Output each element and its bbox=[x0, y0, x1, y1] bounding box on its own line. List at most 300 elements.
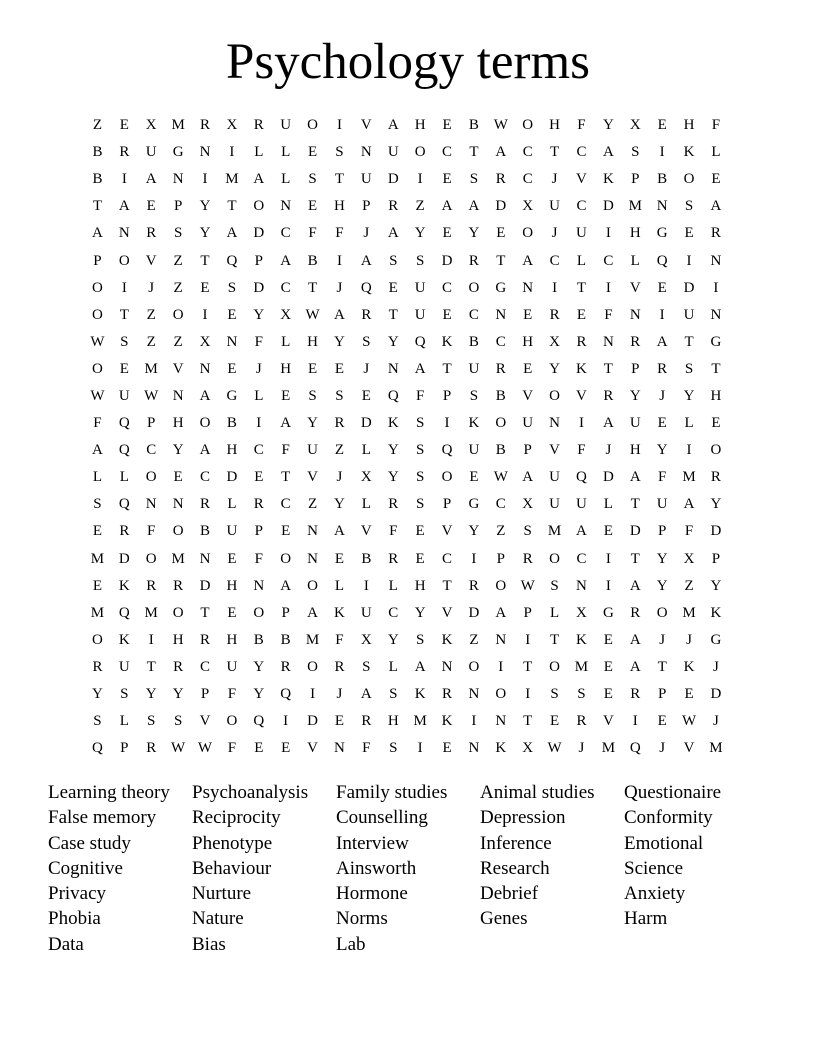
grid-letter[interactable]: Z bbox=[684, 577, 694, 594]
grid-letter[interactable]: R bbox=[388, 550, 399, 567]
grid-letter[interactable]: H bbox=[226, 442, 238, 459]
grid-letter[interactable]: T bbox=[603, 360, 613, 377]
grid-letter[interactable]: S bbox=[362, 333, 371, 350]
grid-letter[interactable]: U bbox=[656, 496, 668, 513]
grid-letter[interactable]: A bbox=[602, 144, 614, 161]
grid-letter[interactable]: C bbox=[280, 496, 291, 513]
grid-letter[interactable]: S bbox=[389, 740, 398, 757]
grid-letter[interactable]: H bbox=[710, 387, 722, 404]
grid-letter[interactable]: B bbox=[226, 415, 237, 432]
grid-letter[interactable]: V bbox=[522, 387, 534, 404]
grid-letter[interactable]: P bbox=[523, 604, 532, 621]
grid-letter[interactable]: C bbox=[442, 279, 453, 296]
grid-letter[interactable]: F bbox=[604, 306, 613, 323]
grid-letter[interactable]: N bbox=[253, 577, 265, 594]
grid-letter[interactable]: E bbox=[657, 713, 667, 730]
grid-letter[interactable]: T bbox=[550, 144, 560, 161]
grid-letter[interactable]: Q bbox=[253, 713, 265, 730]
grid-letter[interactable]: T bbox=[442, 577, 452, 594]
grid-letter[interactable]: P bbox=[120, 740, 129, 757]
grid-letter[interactable]: D bbox=[253, 279, 265, 296]
grid-letter[interactable]: H bbox=[172, 415, 184, 432]
grid-letter[interactable]: S bbox=[415, 415, 425, 432]
grid-letter[interactable]: E bbox=[227, 550, 237, 567]
grid-letter[interactable]: A bbox=[360, 686, 372, 703]
grid-letter[interactable]: E bbox=[227, 604, 237, 621]
grid-letter[interactable]: L bbox=[281, 144, 291, 161]
grid-letter[interactable]: K bbox=[441, 333, 453, 350]
grid-letter[interactable]: N bbox=[468, 740, 480, 757]
grid-letter[interactable]: T bbox=[523, 713, 533, 730]
grid-letter[interactable]: M bbox=[709, 740, 723, 757]
grid-letter[interactable]: V bbox=[629, 279, 641, 296]
grid-letter[interactable]: O bbox=[710, 442, 722, 459]
grid-letter[interactable]: Y bbox=[92, 686, 103, 703]
grid-letter[interactable]: V bbox=[683, 740, 695, 757]
grid-letter[interactable]: F bbox=[308, 225, 317, 242]
grid-letter[interactable]: W bbox=[144, 387, 159, 404]
grid-letter[interactable]: E bbox=[334, 550, 345, 567]
grid-letter[interactable]: T bbox=[200, 252, 210, 269]
grid-letter[interactable]: N bbox=[199, 550, 211, 567]
grid-letter[interactable]: U bbox=[118, 658, 130, 675]
grid-letter[interactable]: I bbox=[310, 686, 316, 703]
grid-letter[interactable]: M bbox=[90, 604, 105, 621]
grid-letter[interactable]: O bbox=[495, 686, 507, 703]
grid-letter[interactable]: U bbox=[387, 144, 399, 161]
grid-letter[interactable]: T bbox=[334, 171, 345, 188]
grid-letter[interactable]: C bbox=[388, 604, 399, 621]
grid-letter[interactable]: S bbox=[147, 713, 156, 730]
grid-letter[interactable]: O bbox=[683, 171, 695, 188]
grid-letter[interactable]: A bbox=[280, 252, 292, 269]
grid-letter[interactable]: U bbox=[683, 306, 695, 323]
grid-letter[interactable]: E bbox=[711, 415, 721, 432]
grid-letter[interactable]: A bbox=[629, 469, 641, 486]
grid-letter[interactable]: F bbox=[684, 523, 694, 540]
grid-letter[interactable]: V bbox=[602, 713, 614, 730]
grid-letter[interactable]: S bbox=[550, 686, 559, 703]
grid-letter[interactable]: J bbox=[255, 360, 262, 377]
grid-letter[interactable]: F bbox=[335, 631, 344, 648]
grid-letter[interactable]: R bbox=[630, 686, 641, 703]
grid-letter[interactable]: N bbox=[710, 306, 722, 323]
grid-letter[interactable]: F bbox=[147, 523, 156, 540]
grid-letter[interactable]: E bbox=[227, 306, 237, 323]
grid-letter[interactable]: I bbox=[632, 713, 638, 730]
grid-letter[interactable]: D bbox=[199, 577, 211, 594]
grid-letter[interactable]: Z bbox=[146, 306, 156, 323]
grid-letter[interactable]: K bbox=[602, 171, 614, 188]
grid-letter[interactable]: O bbox=[522, 117, 534, 134]
grid-letter[interactable]: C bbox=[442, 550, 453, 567]
grid-letter[interactable]: Y bbox=[172, 442, 184, 459]
grid-letter[interactable]: E bbox=[388, 279, 398, 296]
grid-letter[interactable]: L bbox=[711, 144, 721, 161]
grid-letter[interactable]: I bbox=[552, 279, 558, 296]
grid-letter[interactable]: J bbox=[659, 631, 666, 648]
grid-letter[interactable]: Y bbox=[656, 442, 668, 459]
grid-letter[interactable]: Y bbox=[334, 333, 345, 350]
grid-letter[interactable]: K bbox=[495, 740, 507, 757]
grid-letter[interactable]: S bbox=[469, 387, 479, 404]
grid-letter[interactable]: M bbox=[305, 631, 320, 648]
grid-letter[interactable]: R bbox=[200, 631, 211, 648]
grid-letter[interactable]: F bbox=[254, 333, 263, 350]
grid-letter[interactable]: F bbox=[362, 740, 371, 757]
grid-letter[interactable]: A bbox=[495, 604, 507, 621]
grid-letter[interactable]: S bbox=[173, 225, 183, 242]
grid-letter[interactable]: M bbox=[547, 523, 562, 540]
grid-letter[interactable]: K bbox=[441, 713, 453, 730]
grid-letter[interactable]: R bbox=[576, 713, 587, 730]
grid-letter[interactable]: E bbox=[523, 306, 533, 323]
grid-letter[interactable]: Y bbox=[199, 225, 211, 242]
grid-letter[interactable]: U bbox=[145, 144, 157, 161]
grid-letter[interactable]: T bbox=[200, 604, 210, 621]
grid-letter[interactable]: N bbox=[360, 144, 372, 161]
grid-letter[interactable]: T bbox=[146, 658, 156, 675]
grid-letter[interactable]: O bbox=[226, 713, 238, 730]
grid-letter[interactable]: X bbox=[549, 333, 560, 350]
grid-letter[interactable]: E bbox=[657, 279, 667, 296]
grid-letter[interactable]: B bbox=[495, 387, 506, 404]
grid-letter[interactable]: A bbox=[334, 523, 345, 540]
grid-letter[interactable]: E bbox=[92, 523, 103, 540]
grid-letter[interactable]: X bbox=[145, 117, 157, 134]
grid-letter[interactable]: E bbox=[657, 117, 667, 134]
grid-letter[interactable]: X bbox=[522, 496, 534, 513]
grid-letter[interactable]: V bbox=[576, 171, 587, 188]
grid-letter[interactable]: A bbox=[387, 225, 399, 242]
grid-letter[interactable]: U bbox=[576, 496, 587, 513]
grid-letter[interactable]: Z bbox=[307, 496, 318, 513]
grid-letter[interactable]: Q bbox=[92, 740, 103, 757]
grid-letter[interactable]: B bbox=[657, 171, 668, 188]
grid-letter[interactable]: U bbox=[576, 225, 587, 242]
grid-letter[interactable]: E bbox=[254, 469, 264, 486]
grid-letter[interactable]: A bbox=[387, 117, 399, 134]
grid-letter[interactable]: N bbox=[495, 713, 507, 730]
grid-letter[interactable]: K bbox=[683, 144, 695, 161]
grid-letter[interactable]: O bbox=[307, 117, 318, 134]
grid-letter[interactable]: E bbox=[119, 117, 129, 134]
grid-letter[interactable]: P bbox=[496, 550, 505, 567]
grid-letter[interactable]: O bbox=[172, 604, 184, 621]
grid-letter[interactable]: H bbox=[549, 117, 560, 134]
grid-letter[interactable]: Y bbox=[145, 686, 157, 703]
grid-letter[interactable]: N bbox=[522, 279, 534, 296]
grid-letter[interactable]: R bbox=[173, 577, 184, 594]
grid-letter[interactable]: N bbox=[576, 577, 587, 594]
grid-letter[interactable]: B bbox=[92, 144, 103, 161]
grid-letter[interactable]: Z bbox=[173, 252, 183, 269]
grid-letter[interactable]: P bbox=[147, 415, 156, 432]
grid-letter[interactable]: K bbox=[576, 631, 587, 648]
grid-letter[interactable]: E bbox=[442, 306, 452, 323]
grid-letter[interactable]: E bbox=[442, 740, 452, 757]
grid-letter[interactable]: B bbox=[361, 550, 372, 567]
grid-letter[interactable]: F bbox=[227, 686, 237, 703]
grid-letter[interactable]: L bbox=[119, 713, 129, 730]
grid-letter[interactable]: X bbox=[280, 306, 292, 323]
grid-letter[interactable]: V bbox=[360, 117, 372, 134]
grid-letter[interactable]: E bbox=[711, 171, 721, 188]
grid-letter[interactable]: B bbox=[92, 171, 103, 188]
grid-letter[interactable]: E bbox=[146, 198, 156, 215]
grid-letter[interactable]: S bbox=[415, 631, 425, 648]
grid-letter[interactable]: E bbox=[603, 523, 613, 540]
grid-letter[interactable]: C bbox=[146, 442, 157, 459]
grid-letter[interactable]: L bbox=[388, 577, 398, 594]
grid-letter[interactable]: N bbox=[629, 306, 641, 323]
grid-letter[interactable]: I bbox=[471, 713, 477, 730]
grid-letter[interactable]: I bbox=[686, 252, 692, 269]
grid-letter[interactable]: E bbox=[550, 713, 560, 730]
grid-letter[interactable]: A bbox=[414, 360, 426, 377]
grid-letter[interactable]: F bbox=[93, 415, 102, 432]
grid-letter[interactable]: M bbox=[90, 550, 105, 567]
grid-letter[interactable]: Q bbox=[118, 604, 130, 621]
grid-letter[interactable]: O bbox=[172, 306, 184, 323]
grid-letter[interactable]: U bbox=[629, 415, 641, 432]
grid-letter[interactable]: E bbox=[684, 225, 694, 242]
grid-letter[interactable]: I bbox=[363, 577, 369, 594]
grid-letter[interactable]: I bbox=[336, 252, 342, 269]
grid-letter[interactable]: Y bbox=[387, 469, 399, 486]
grid-letter[interactable]: P bbox=[93, 252, 102, 269]
grid-letter[interactable]: J bbox=[713, 713, 719, 730]
grid-letter[interactable]: R bbox=[710, 469, 721, 486]
grid-letter[interactable]: Q bbox=[280, 686, 292, 703]
grid-letter[interactable]: A bbox=[199, 387, 211, 404]
grid-letter[interactable]: D bbox=[683, 279, 695, 296]
grid-letter[interactable]: Y bbox=[602, 117, 614, 134]
grid-letter[interactable]: Q bbox=[576, 469, 587, 486]
grid-letter[interactable]: J bbox=[713, 658, 719, 675]
grid-letter[interactable]: R bbox=[173, 658, 184, 675]
grid-letter[interactable]: V bbox=[307, 740, 318, 757]
grid-letter[interactable]: J bbox=[551, 171, 558, 188]
grid-letter[interactable]: L bbox=[388, 658, 398, 675]
grid-letter[interactable]: S bbox=[684, 360, 694, 377]
grid-letter[interactable]: E bbox=[442, 225, 452, 242]
grid-letter[interactable]: N bbox=[387, 360, 399, 377]
grid-letter[interactable]: E bbox=[684, 686, 694, 703]
grid-letter[interactable]: Y bbox=[656, 550, 668, 567]
grid-letter[interactable]: I bbox=[659, 144, 665, 161]
grid-letter[interactable]: H bbox=[629, 442, 641, 459]
grid-letter[interactable]: A bbox=[199, 442, 211, 459]
grid-letter[interactable]: H bbox=[387, 713, 399, 730]
grid-letter[interactable]: W bbox=[547, 740, 562, 757]
grid-letter[interactable]: N bbox=[495, 306, 507, 323]
grid-letter[interactable]: E bbox=[334, 713, 345, 730]
grid-letter[interactable]: G bbox=[468, 496, 480, 513]
grid-letter[interactable]: R bbox=[361, 713, 372, 730]
grid-letter[interactable]: Z bbox=[173, 333, 183, 350]
grid-letter[interactable]: I bbox=[605, 577, 611, 594]
grid-letter[interactable]: U bbox=[549, 496, 560, 513]
grid-letter[interactable]: O bbox=[253, 604, 265, 621]
grid-letter[interactable]: O bbox=[92, 360, 103, 377]
grid-letter[interactable]: N bbox=[307, 550, 318, 567]
grid-letter[interactable]: L bbox=[361, 496, 371, 513]
grid-letter[interactable]: L bbox=[334, 577, 345, 594]
grid-letter[interactable]: E bbox=[307, 144, 318, 161]
grid-letter[interactable]: M bbox=[682, 469, 696, 486]
grid-letter[interactable]: E bbox=[469, 469, 479, 486]
grid-letter[interactable]: K bbox=[387, 415, 399, 432]
grid-letter[interactable]: X bbox=[522, 198, 534, 215]
grid-letter[interactable]: A bbox=[629, 577, 641, 594]
grid-letter[interactable]: O bbox=[656, 604, 668, 621]
grid-letter[interactable]: G bbox=[495, 279, 507, 296]
grid-letter[interactable]: E bbox=[603, 658, 613, 675]
grid-letter[interactable]: M bbox=[413, 713, 427, 730]
grid-letter[interactable]: A bbox=[92, 225, 103, 242]
grid-letter[interactable]: I bbox=[444, 415, 450, 432]
grid-letter[interactable]: M bbox=[682, 604, 696, 621]
grid-letter[interactable]: O bbox=[495, 415, 507, 432]
grid-letter[interactable]: H bbox=[414, 117, 426, 134]
grid-letter[interactable]: N bbox=[495, 631, 507, 648]
grid-letter[interactable]: S bbox=[335, 144, 344, 161]
grid-letter[interactable]: G bbox=[602, 604, 614, 621]
grid-letter[interactable]: Y bbox=[468, 225, 480, 242]
grid-letter[interactable]: A bbox=[522, 252, 534, 269]
grid-letter[interactable]: R bbox=[388, 496, 399, 513]
grid-letter[interactable]: M bbox=[225, 171, 239, 188]
grid-letter[interactable]: O bbox=[468, 279, 480, 296]
grid-letter[interactable]: Y bbox=[656, 577, 668, 594]
grid-letter[interactable]: E bbox=[442, 171, 452, 188]
grid-letter[interactable]: S bbox=[389, 686, 398, 703]
grid-letter[interactable]: O bbox=[253, 198, 265, 215]
grid-letter[interactable]: N bbox=[172, 496, 184, 513]
grid-letter[interactable]: P bbox=[200, 686, 210, 703]
grid-letter[interactable]: A bbox=[145, 171, 157, 188]
grid-letter[interactable]: M bbox=[144, 604, 158, 621]
grid-letter[interactable]: C bbox=[522, 171, 533, 188]
grid-letter[interactable]: A bbox=[656, 333, 668, 350]
grid-letter[interactable]: N bbox=[334, 740, 345, 757]
grid-letter[interactable]: I bbox=[283, 713, 289, 730]
grid-letter[interactable]: P bbox=[173, 198, 183, 215]
grid-letter[interactable]: K bbox=[683, 658, 695, 675]
grid-letter[interactable]: O bbox=[92, 631, 103, 648]
grid-letter[interactable]: K bbox=[441, 631, 453, 648]
grid-letter[interactable]: N bbox=[172, 171, 184, 188]
grid-letter[interactable]: S bbox=[415, 496, 425, 513]
grid-letter[interactable]: X bbox=[226, 117, 238, 134]
grid-letter[interactable]: I bbox=[605, 279, 611, 296]
grid-letter[interactable]: R bbox=[280, 658, 291, 675]
grid-letter[interactable]: A bbox=[441, 198, 453, 215]
grid-letter[interactable]: J bbox=[578, 740, 585, 757]
grid-letter[interactable]: F bbox=[577, 442, 586, 459]
grid-letter[interactable]: U bbox=[549, 198, 560, 215]
grid-letter[interactable]: R bbox=[495, 360, 506, 377]
grid-letter[interactable]: D bbox=[118, 550, 130, 567]
grid-letter[interactable]: V bbox=[360, 523, 372, 540]
grid-letter[interactable]: B bbox=[200, 523, 211, 540]
grid-letter[interactable]: H bbox=[414, 577, 426, 594]
grid-letter[interactable]: X bbox=[576, 604, 587, 621]
grid-letter[interactable]: M bbox=[574, 658, 589, 675]
grid-letter[interactable]: I bbox=[686, 442, 692, 459]
grid-letter[interactable]: N bbox=[468, 686, 480, 703]
grid-letter[interactable]: P bbox=[631, 360, 640, 377]
grid-letter[interactable]: A bbox=[710, 198, 722, 215]
grid-letter[interactable]: T bbox=[496, 252, 506, 269]
grid-letter[interactable]: S bbox=[227, 279, 237, 296]
grid-letter[interactable]: M bbox=[144, 360, 158, 377]
grid-letter[interactable]: T bbox=[469, 144, 479, 161]
grid-letter[interactable]: U bbox=[118, 387, 130, 404]
grid-letter[interactable]: Y bbox=[549, 360, 560, 377]
grid-letter[interactable]: D bbox=[602, 198, 614, 215]
grid-letter[interactable]: C bbox=[576, 198, 587, 215]
grid-letter[interactable]: A bbox=[92, 442, 103, 459]
grid-letter[interactable]: K bbox=[576, 360, 587, 377]
grid-letter[interactable]: J bbox=[336, 469, 343, 486]
grid-letter[interactable]: Y bbox=[414, 225, 426, 242]
grid-letter[interactable]: P bbox=[442, 496, 452, 513]
grid-letter[interactable]: S bbox=[415, 442, 425, 459]
grid-letter[interactable]: Y bbox=[387, 442, 399, 459]
grid-letter[interactable]: H bbox=[280, 360, 292, 377]
grid-letter[interactable]: Z bbox=[173, 279, 183, 296]
grid-letter[interactable]: R bbox=[657, 360, 668, 377]
grid-letter[interactable]: N bbox=[118, 225, 130, 242]
grid-letter[interactable]: U bbox=[360, 171, 372, 188]
grid-letter[interactable]: D bbox=[710, 686, 722, 703]
grid-letter[interactable]: F bbox=[711, 117, 721, 134]
grid-letter[interactable]: A bbox=[334, 306, 345, 323]
grid-letter[interactable]: Y bbox=[710, 496, 722, 513]
grid-letter[interactable]: T bbox=[227, 198, 237, 215]
grid-letter[interactable]: O bbox=[280, 550, 292, 567]
grid-letter[interactable]: S bbox=[415, 252, 425, 269]
grid-letter[interactable]: E bbox=[254, 740, 264, 757]
grid-letter[interactable]: Z bbox=[496, 523, 506, 540]
grid-letter[interactable]: E bbox=[281, 523, 291, 540]
grid-letter[interactable]: W bbox=[171, 740, 186, 757]
grid-letter[interactable]: S bbox=[93, 713, 102, 730]
grid-letter[interactable]: I bbox=[659, 306, 665, 323]
grid-letter[interactable]: R bbox=[146, 740, 157, 757]
grid-letter[interactable]: F bbox=[335, 225, 344, 242]
grid-letter[interactable]: F bbox=[254, 550, 263, 567]
grid-letter[interactable]: A bbox=[280, 577, 292, 594]
grid-letter[interactable]: S bbox=[389, 252, 398, 269]
grid-letter[interactable]: V bbox=[441, 523, 453, 540]
grid-letter[interactable]: A bbox=[602, 415, 614, 432]
grid-letter[interactable]: S bbox=[335, 387, 344, 404]
grid-letter[interactable]: O bbox=[495, 577, 507, 594]
grid-letter[interactable]: T bbox=[92, 198, 103, 215]
grid-letter[interactable]: I bbox=[121, 171, 127, 188]
grid-letter[interactable]: D bbox=[307, 713, 318, 730]
grid-letter[interactable]: C bbox=[253, 442, 264, 459]
grid-letter[interactable]: S bbox=[173, 713, 183, 730]
grid-letter[interactable]: A bbox=[253, 171, 265, 188]
grid-letter[interactable]: I bbox=[148, 631, 154, 648]
grid-letter[interactable]: O bbox=[549, 658, 560, 675]
grid-letter[interactable]: Q bbox=[387, 387, 399, 404]
grid-letter[interactable]: T bbox=[657, 658, 667, 675]
